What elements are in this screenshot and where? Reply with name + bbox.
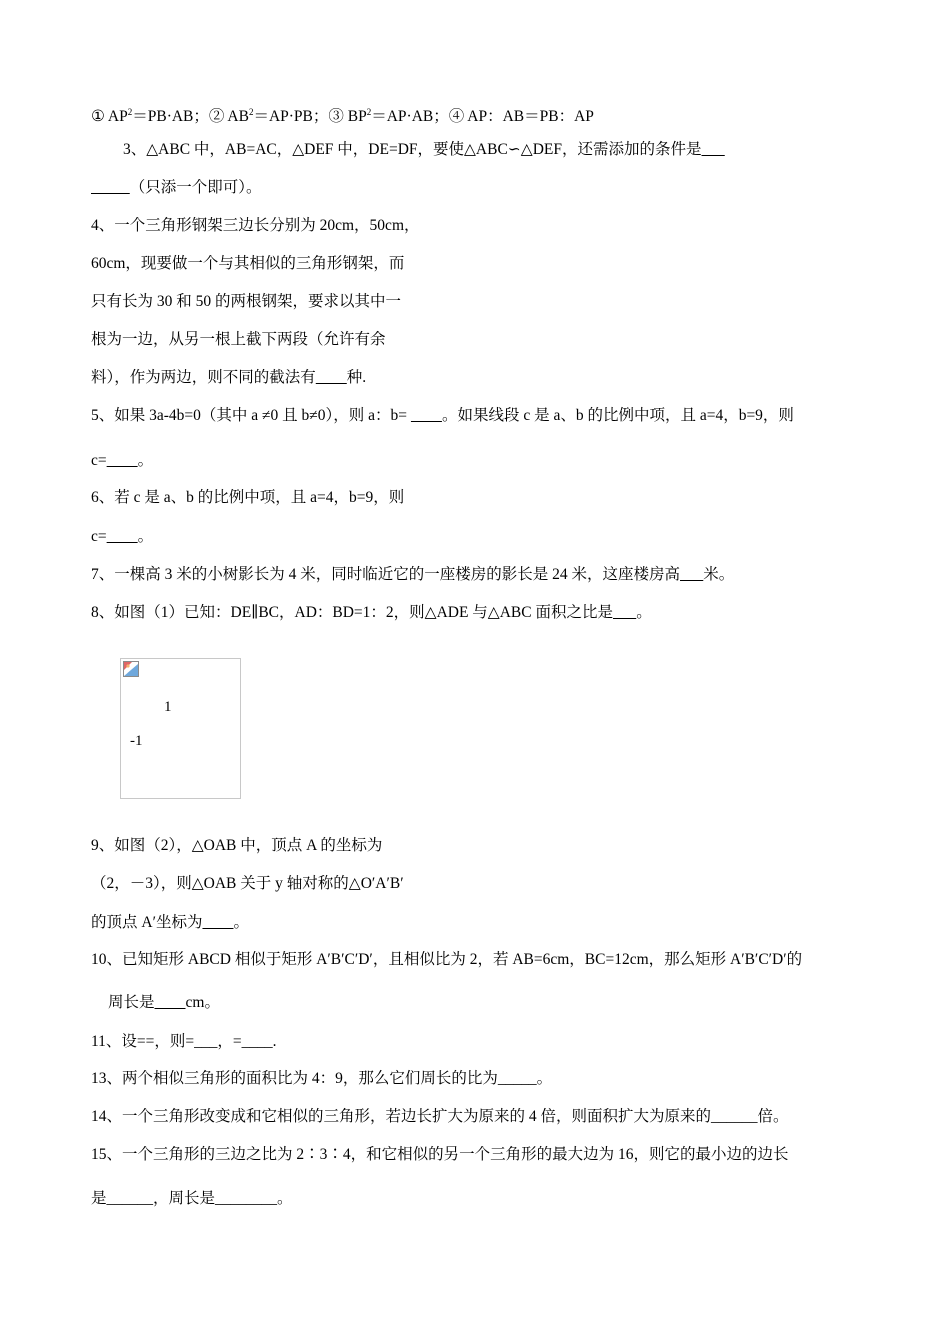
question-4-line5: 料），作为两边，则不同的截法有 种. [91, 369, 367, 386]
question-15-line1: 15、一个三角形的三边之比为 2∶3∶4，和它相似的另一个三角形的最大边为 16，则它的最小边的边长 [91, 1146, 789, 1163]
figure-label-1: 1 [164, 699, 172, 715]
question-14: 14、一个三角形改变成和它相似的三角形，若边长扩大为原来的 4 倍，则面积扩大为原来的______倍。 [91, 1108, 789, 1125]
blank [107, 452, 138, 469]
question-4-line1: 4、一个三角形钢架三边长分别为 20cm，50cm， [91, 217, 420, 234]
question-7: 7、一棵高 3 米的小树影长为 4 米，同时临近它的一座楼房的影长是 24 米，这座楼房高 米。 [91, 566, 735, 583]
question-10-line1: 10、已知矩形 ABCD 相似于矩形 A′B′C′D′，且相似比为 2，若 AB=6cm，BC=12cm，那么矩形 A′B′C′D′的 [91, 951, 803, 968]
line-options [91, 102, 594, 127]
question-10-line2: 周长是 cm。 [108, 994, 220, 1011]
broken-image-icon [123, 661, 139, 677]
question-3-line2: （只添一个即可）。 [91, 178, 262, 198]
question-6-line1: 6、若 c 是 a、b 的比例中项，且 a=4，b=9，则 [91, 489, 405, 506]
question-15-line2: 是______，周长是________。 [91, 1190, 293, 1207]
blank [91, 179, 130, 196]
figure-placeholder [120, 658, 241, 799]
question-6-line2: c= 。 [91, 528, 154, 545]
blank [155, 994, 186, 1011]
blank [316, 369, 347, 386]
question-13: 13、两个相似三角形的面积比为 4：9，那么它们周长的比为_____。 [91, 1070, 553, 1087]
question-4-line2: 60cm，现要做一个与其相似的三角形钢架，而 [91, 255, 405, 272]
blank [202, 914, 233, 931]
question-9-line1: 9、如图（2），△OAB 中，顶点 A 的坐标为 [91, 837, 383, 854]
question-4-line4: 根为一边，从另一根上截下两段（允许有余 [91, 331, 386, 348]
blank [107, 528, 138, 545]
blank [680, 566, 703, 583]
question-5-line1: 5、如果 3a-4b=0（其中 a ≠0 且 b≠0），则 a：b= 。如果线段 c 是 a、b 的比例中项，且 a=4，b=9，则 [91, 407, 794, 424]
blank [702, 141, 725, 158]
figure-label-neg1: -1 [130, 733, 143, 749]
question-5-line2: c= 。 [91, 452, 154, 469]
blank [613, 604, 636, 621]
question-3-line1: 3、△ABC 中，AB=AC，△DEF 中，DE=DF，要使△ABC∽△DEF，还需添加的条件是 [123, 140, 725, 160]
blank [411, 407, 442, 424]
question-4-line3: 只有长为 30 和 50 的两根钢架，要求以其中一 [91, 293, 402, 310]
question-11: 11、设==，则=___，=____. [91, 1033, 277, 1050]
question-8: 8、如图（1）已知：DE∥BC，AD：BD=1：2，则△ADE 与△ABC 面积之比是 。 [91, 604, 652, 621]
question-9-line2: （2，－3），则△OAB 关于 y 轴对称的△O′A′B′ [91, 875, 404, 892]
options-text: ① $AP^2=PB\cdot AB$；② $AB^2=AP\cdot PB$；③ $BP^2=AP\cdot AB$；④ AP：AB＝PB：AP [91, 107, 594, 125]
question-9-line3: 的顶点 A′坐标为 。 [91, 914, 249, 931]
